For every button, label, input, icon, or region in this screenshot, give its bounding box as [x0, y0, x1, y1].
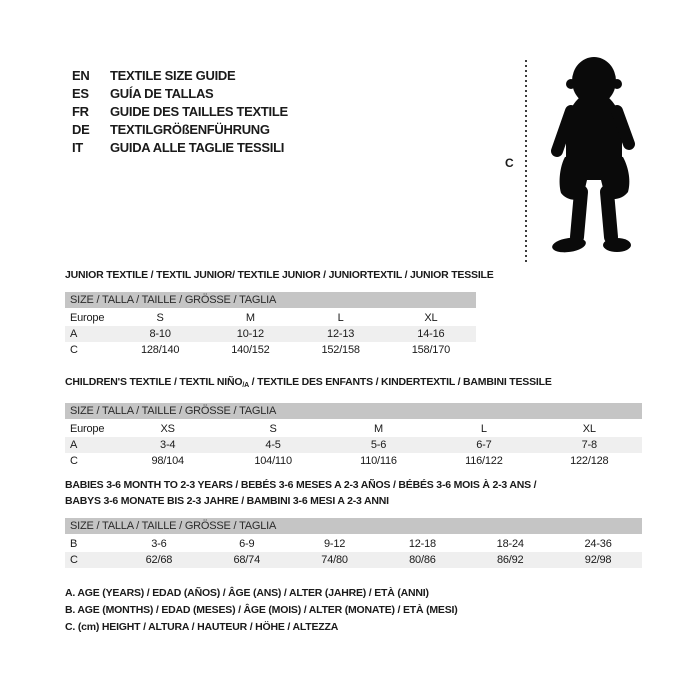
language-code: EN [72, 68, 90, 83]
row-label: Europe [70, 423, 105, 435]
table-cell: S [269, 423, 277, 435]
language-row [72, 103, 288, 121]
table-cell: 74/80 [321, 554, 348, 566]
table-row [65, 342, 476, 358]
size-table-header: SIZE / TALLA / TAILLE / GRÖSSE / TAGLIA [65, 292, 476, 309]
language-code: DE [72, 122, 90, 137]
language-row [72, 85, 288, 103]
table-cell: 92/98 [584, 554, 612, 566]
table-cell: 62/68 [145, 554, 173, 566]
language-row [72, 139, 288, 157]
height-measure-dashed-line [525, 60, 527, 262]
table-cell: XL [424, 312, 438, 324]
table-cell: 110/116 [360, 455, 397, 467]
table-cell: 24-36 [584, 538, 612, 550]
table-row [65, 309, 476, 326]
section-title [65, 267, 494, 283]
language-title: TEXTILE SIZE GUIDE [110, 68, 236, 83]
size-table [65, 292, 476, 358]
language-title: GUIDA ALLE TAGLIE TESSILI [110, 140, 285, 155]
language-title: GUIDE DES TAILLES TEXTILE [110, 104, 288, 119]
table-row [65, 552, 642, 568]
section-junior-textile [65, 267, 494, 358]
note-age-months: B. AGE (MONTHS) / EDAD (MESES) / ÂGE (MOIS) / ALTER (MONATE) / ETÀ (MESI) [65, 604, 458, 616]
section-title-line: JUNIOR TEXTILE / TEXTIL JUNIOR/ TEXTILE JUNIOR / JUNIORTEXTIL / JUNIOR TESSILE [65, 269, 494, 281]
table-row [65, 535, 642, 552]
section-babies-textile [65, 477, 642, 568]
table-cell: XL [582, 423, 596, 435]
table-cell: 68/74 [233, 554, 260, 566]
language-code: IT [72, 140, 83, 155]
language-code: FR [72, 104, 89, 119]
table-cell: 128/140 [140, 344, 180, 356]
size-table-header: SIZE / TALLA / TAILLE / GRÖSSE / TAGLIA [65, 403, 642, 420]
table-row [65, 453, 642, 469]
table-cell: 158/170 [411, 344, 451, 356]
table-cell: 6-7 [476, 439, 492, 451]
table-cell: 7-8 [581, 439, 597, 451]
row-label: C [70, 554, 78, 566]
toddler-silhouette-icon [533, 54, 655, 260]
table-cell: S [156, 312, 164, 324]
section-title [65, 374, 642, 394]
language-list [72, 67, 288, 157]
language-row [72, 67, 288, 85]
table-cell: 122/128 [570, 455, 609, 467]
row-label: C [70, 344, 78, 356]
table-cell: 80/86 [409, 554, 436, 566]
row-label: C [70, 455, 78, 467]
table-cell: 18-24 [496, 538, 524, 550]
section-title-line: BABYS 3-6 MONATE BIS 2-3 JAHRE / BAMBINI 3-6 MESI A 2-3 ANNI [65, 495, 389, 507]
height-measure-label: C [505, 156, 514, 170]
row-label: A [70, 439, 78, 451]
table-cell: 116/122 [465, 455, 503, 467]
table-cell: L [480, 423, 487, 435]
size-header-row [65, 403, 642, 420]
table-cell: 3-4 [160, 439, 176, 451]
table-cell: 4-5 [265, 439, 281, 451]
size-header-row [65, 292, 476, 309]
table-cell: 9-12 [323, 538, 346, 550]
height-figure [505, 52, 667, 268]
table-cell: M [245, 312, 255, 324]
table-cell: 6-9 [239, 538, 255, 550]
table-cell: 8-10 [149, 328, 171, 340]
size-table [65, 518, 642, 568]
table-cell: 104/110 [254, 455, 292, 467]
table-cell: 14-16 [417, 328, 445, 340]
row-label: B [70, 538, 78, 550]
language-title: TEXTILGRÖßENFÜHRUNG [110, 122, 270, 137]
table-row [65, 326, 476, 342]
table-cell: 86/92 [496, 554, 524, 566]
table-cell: M [373, 423, 383, 435]
table-cell: 12-13 [327, 328, 355, 340]
note-height-cm: C. (cm) HEIGHT / ALTURA / HAUTEUR / HÖHE / ALTEZZA [65, 621, 339, 633]
table-cell: 140/152 [231, 344, 270, 356]
language-row [72, 121, 288, 139]
table-cell: 152/158 [321, 344, 360, 356]
table-cell: L [337, 312, 344, 324]
language-title: GUÍA DE TALLAS [110, 86, 214, 101]
section-title-line: CHILDREN'S TEXTILE / TEXTIL $NIÑO_{/A}$ / TEXTILE DES ENFANTS / KINDERTEXTIL / BAMBINI TESSILE [65, 376, 552, 389]
table-row [65, 437, 642, 453]
section-childrens-textile [65, 374, 642, 469]
table-cell: 98/104 [151, 455, 184, 467]
row-label: Europe [70, 312, 105, 324]
size-table-header: SIZE / TALLA / TAILLE / GRÖSSE / TAGLIA [65, 518, 642, 535]
section-title-line: BABIES 3-6 MONTH TO 2-3 YEARS / BEBÉS 3-6 MESES A 2-3 AÑOS / BÉBÉS 3-6 MOIS À 2-3 ANS / [65, 479, 537, 491]
size-header-row [65, 518, 642, 535]
table-cell: 5-6 [370, 439, 387, 451]
legend-notes [65, 585, 458, 636]
note-age-years: A. AGE (YEARS) / EDAD (AÑOS) / ÂGE (ANS) / ALTER (JAHRE) / ETÀ (ANNI) [65, 587, 429, 599]
table-cell: 10-12 [236, 328, 264, 340]
size-table [65, 403, 642, 469]
section-title [65, 477, 642, 509]
language-code: ES [72, 86, 89, 101]
table-row [65, 420, 642, 437]
row-label: A [70, 328, 78, 340]
table-cell: 3-6 [151, 538, 167, 550]
table-cell: XS [160, 423, 175, 435]
table-cell: 12-18 [408, 538, 436, 550]
